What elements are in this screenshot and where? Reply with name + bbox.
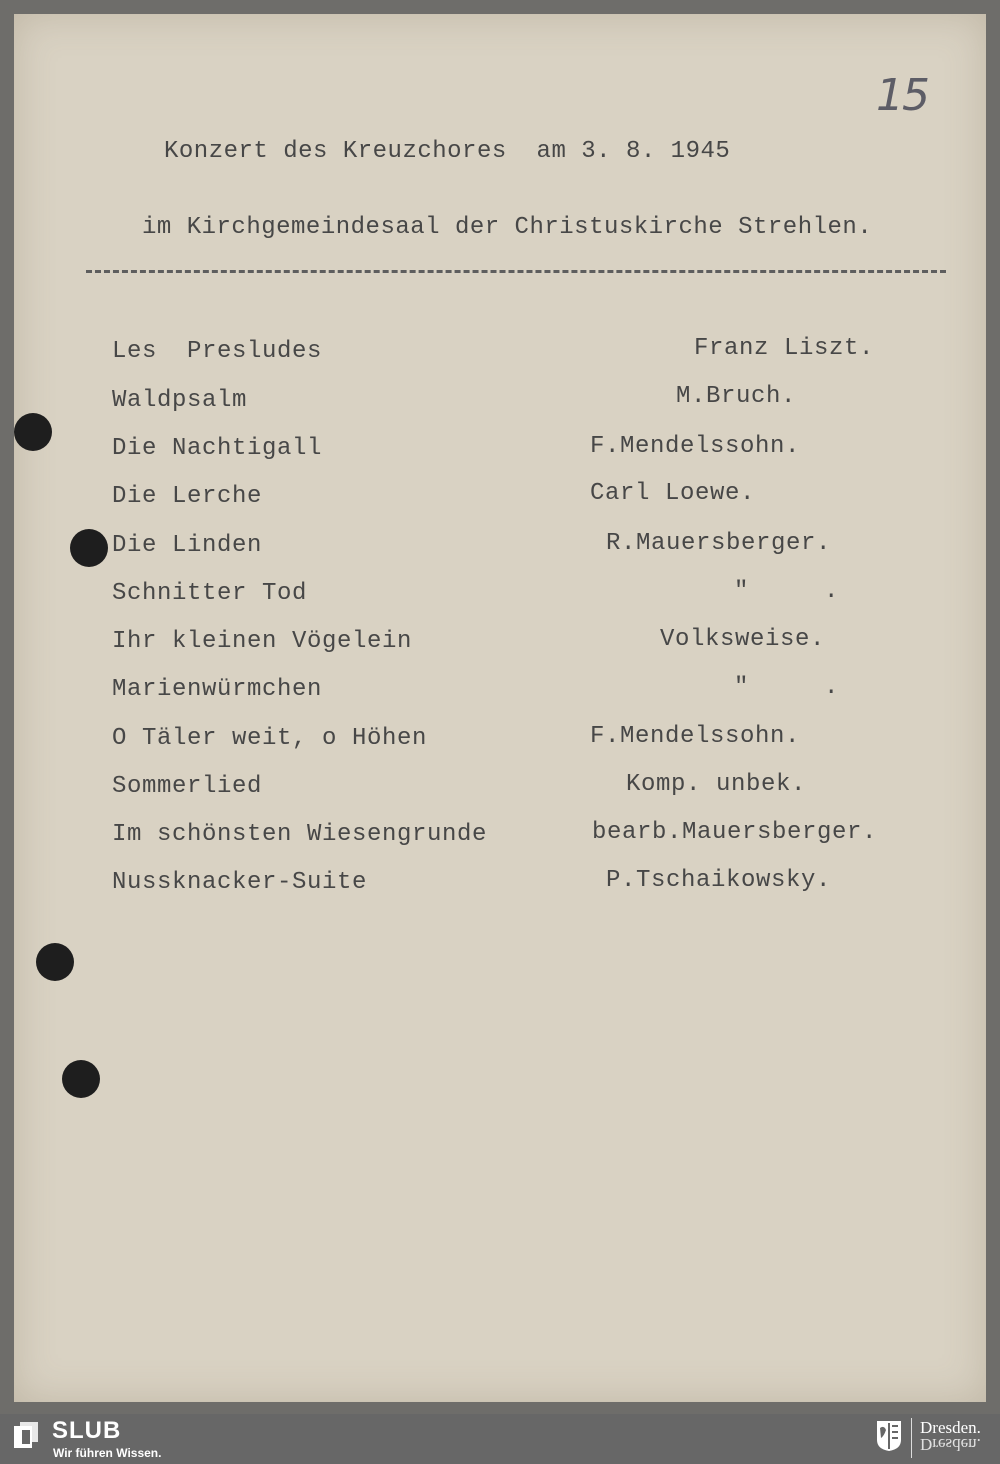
program-piece: Les Presludes <box>112 338 323 365</box>
punch-hole <box>70 529 108 567</box>
partner-name-reflection: Dresden. <box>920 1435 981 1454</box>
program-composer: bearb.Mauersberger. <box>592 819 878 846</box>
program-piece: O Täler weit, o Höhen <box>112 725 428 752</box>
program-composer: F.Mendelssohn. <box>590 723 801 750</box>
partner-name: Dresden. <box>920 1418 981 1437</box>
program-piece: Im schönsten Wiesengrunde <box>112 821 488 848</box>
program-composer: " . <box>734 578 840 605</box>
program-composer: " . <box>734 674 840 701</box>
program-composer: F.Mendelssohn. <box>590 433 801 460</box>
city-crest-icon <box>876 1420 902 1452</box>
footer-bar <box>0 1414 1000 1464</box>
program-piece: Marienwürmchen <box>112 676 323 703</box>
program-composer: M.Bruch. <box>676 383 797 410</box>
program-composer: R.Mauersberger. <box>606 530 832 557</box>
program-piece: Ihr kleinen Vögelein <box>112 628 413 655</box>
program-piece: Nussknacker-Suite <box>112 869 368 896</box>
program-composer: Komp. unbek. <box>626 771 807 798</box>
program-piece: Schnitter Tod <box>112 580 308 607</box>
program-piece: Waldpsalm <box>112 387 248 414</box>
punch-hole <box>14 413 52 451</box>
brand-tagline: Wir führen Wissen. <box>53 1446 162 1460</box>
footer-separator <box>911 1418 912 1458</box>
brand-name: SLUB <box>52 1417 122 1444</box>
program-composer: Carl Loewe. <box>590 480 756 507</box>
punch-hole <box>62 1060 100 1098</box>
program-composer: P.Tschaikowsky. <box>606 867 832 894</box>
dashed-divider <box>86 270 946 273</box>
folio-number: 15 <box>876 70 928 121</box>
program-composer: Franz Liszt. <box>694 335 875 362</box>
program-piece: Sommerlied <box>112 773 263 800</box>
slub-logo-icon <box>12 1420 40 1450</box>
program-piece: Die Nachtigall <box>112 435 323 462</box>
program-piece: Die Lerche <box>112 483 263 510</box>
concert-venue: im Kirchgemeindesaal der Christuskirche Strehlen. <box>142 214 873 241</box>
program-piece: Die Linden <box>112 532 263 559</box>
punch-hole <box>36 943 74 981</box>
program-composer: Volksweise. <box>660 626 826 653</box>
concert-title: Konzert des Kreuzchores am 3. 8. 1945 <box>164 138 731 165</box>
